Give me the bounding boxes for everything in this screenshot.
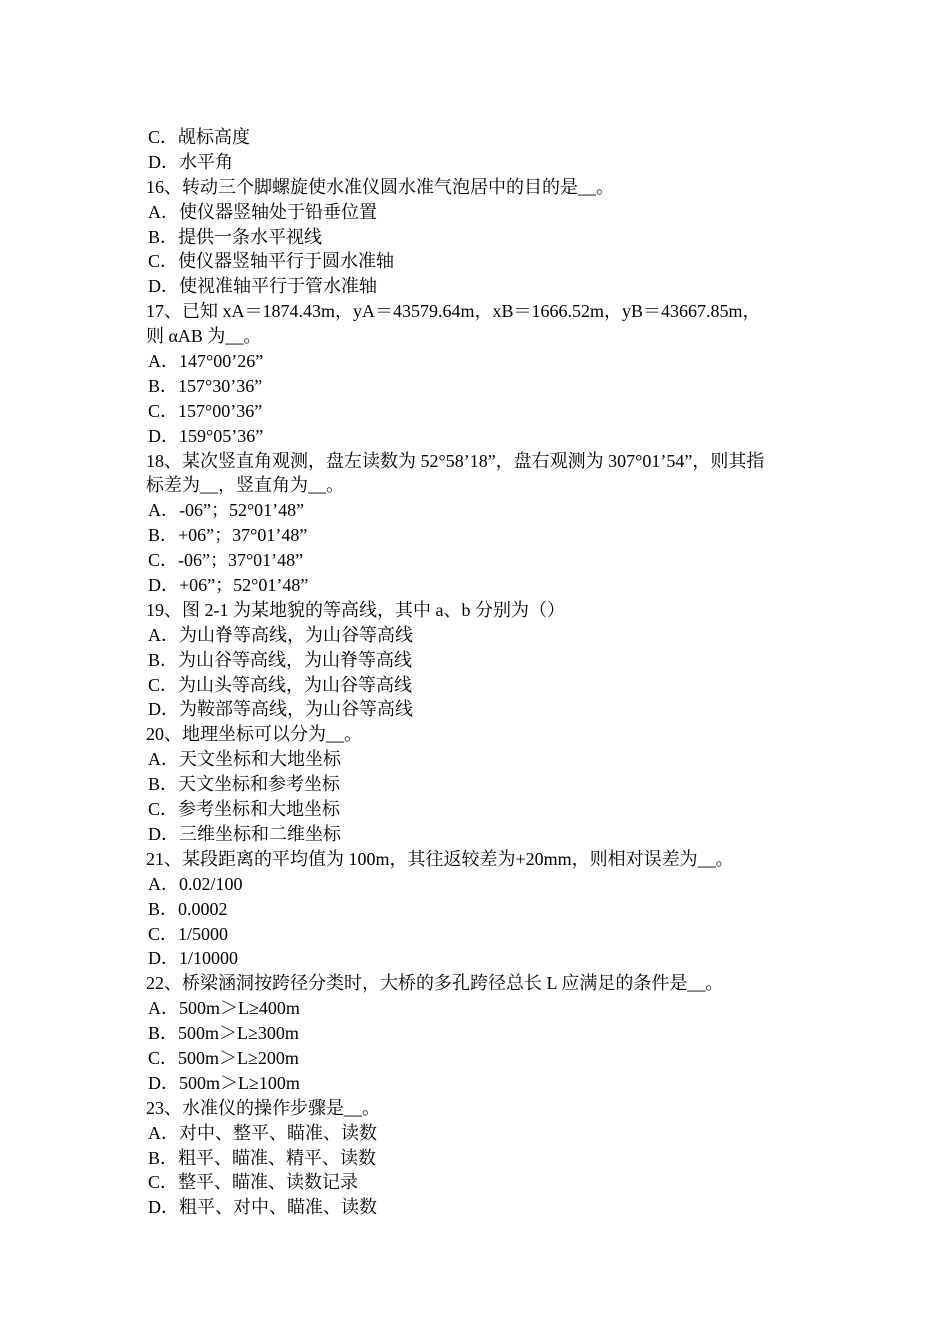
answer-option: C．参考坐标和大地坐标 — [148, 799, 341, 820]
answer-option: D．1/10000 — [148, 948, 238, 969]
answer-option: D．500m＞L≥100m — [148, 1072, 300, 1093]
answer-option: C．-06”；37°01’48” — [148, 550, 304, 571]
answer-option: C．觇标高度 — [148, 127, 251, 147]
answer-option: B．0.0002 — [148, 898, 228, 919]
question-text: 17、已知 xA＝1874.43m，yA＝43579.64m，xB＝1666.52m，yB＝43667.85m， — [146, 301, 761, 322]
answer-option: B．粗平、瞄准、精平、读数 — [148, 1147, 377, 1168]
answer-option: B．157°30’36” — [148, 375, 263, 396]
answer-option: A．对中、整平、瞄准、读数 — [148, 1122, 377, 1143]
answer-option: A．天文坐标和大地坐标 — [148, 749, 341, 770]
answer-option: D．为鞍部等高线，为山谷等高线 — [148, 699, 413, 720]
answer-option: B．为山谷等高线，为山脊等高线 — [148, 649, 413, 670]
question-text: 22、桥梁涵洞按跨径分类时，大桥的多孔跨径总长 L 应满足的条件是__。 — [146, 973, 724, 994]
answer-option: C．500m＞L≥200m — [148, 1047, 299, 1068]
answer-option: B．天文坐标和参考坐标 — [148, 774, 341, 795]
answer-option: A．147°00’26” — [148, 351, 264, 372]
answer-option: A．使仪器竖轴处于铅垂位置 — [148, 201, 377, 222]
answer-option: D．使视准轴平行于管水准轴 — [148, 276, 377, 297]
question-text: 18、某次竖直角观测，盘左读数为 52°58’18”，盘右观测为 307°01’54”，则其指 — [146, 450, 765, 471]
question-text: 21、某段距离的平均值为 100m，其往返较差为+20mm，则相对误差为__。 — [146, 848, 734, 869]
question-text: 20、地理坐标可以分为__。 — [146, 724, 362, 745]
answer-option: A．500m＞L≥400m — [148, 998, 300, 1019]
answer-option: B．500m＞L≥300m — [148, 1023, 299, 1044]
answer-option: D．水平角 — [148, 151, 233, 172]
answer-option: D．159°05’36” — [148, 425, 264, 446]
answer-option: C．整平、瞄准、读数记录 — [148, 1172, 359, 1193]
answer-option: B．+06”；37°01’48” — [148, 525, 308, 546]
answer-option: A．0.02/100 — [148, 873, 243, 894]
answer-option: D．粗平、对中、瞄准、读数 — [148, 1197, 377, 1218]
answer-option: A．-06”；52°01’48” — [148, 500, 305, 521]
answer-option: C．157°00’36” — [148, 400, 263, 421]
answer-option: D．+06”；52°01’48” — [148, 575, 309, 596]
answer-option: C．1/5000 — [148, 923, 229, 944]
answer-option: C．为山头等高线，为山谷等高线 — [148, 674, 413, 695]
question-text: 则 αAB 为__。 — [146, 326, 262, 347]
question-text: 19、图 2-1 为某地貌的等高线，其中 a、b 分别为（） — [146, 599, 565, 620]
question-list — [146, 125, 816, 1220]
question-text: 标差为__，竖直角为__。 — [146, 475, 344, 496]
question-text: 16、转动三个脚螺旋使水准仪圆水准气泡居中的目的是__。 — [146, 176, 614, 197]
answer-option: C．使仪器竖轴平行于圆水准轴 — [148, 251, 395, 272]
answer-option: D．三维坐标和二维坐标 — [148, 823, 341, 844]
answer-option: A．为山脊等高线，为山谷等高线 — [148, 624, 413, 645]
question-text: 23、水准仪的操作步骤是__。 — [146, 1097, 380, 1118]
answer-option: B．提供一条水平视线 — [148, 226, 323, 247]
